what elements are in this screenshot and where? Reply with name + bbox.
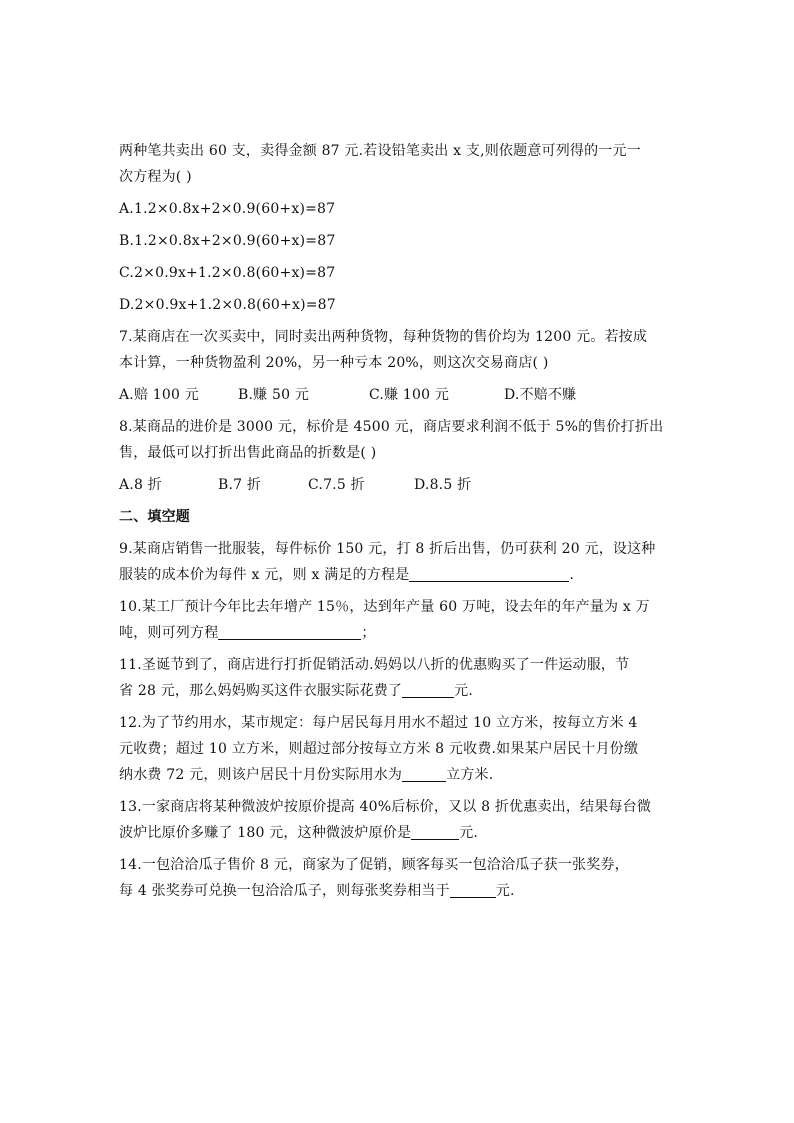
question-14-line-1: 14.一包洽洽瓜子售价 8 元，商家为了促销，顾客每买一包洽洽瓜子获一张奖券，: [119, 857, 629, 873]
question-6-option-d: D.2×0.9x+1.2×0.8(60+x)=87: [119, 297, 336, 313]
question-8-options: [119, 472, 699, 498]
question-14-line-2: [119, 878, 699, 904]
question-7-options: [119, 382, 699, 408]
question-7-line-1: 7.某商店在一次买卖中，同时卖出两种货物，每种货物的售价均为 1200 元。若按成: [119, 329, 648, 345]
answer-blank-9[interactable]: [409, 565, 569, 582]
question-10-line-2-end: ；: [361, 625, 376, 641]
question-9-line-2: [119, 562, 699, 588]
question-12-line-3-end: 立方米.: [446, 767, 494, 783]
question-12-line-3-text: 纳水费 72 元，则该户居民十月份实际用水为: [119, 767, 403, 783]
question-11: [119, 652, 699, 710]
question-8-option-a: A.8 折: [119, 477, 162, 493]
question-14: [119, 852, 699, 904]
question-6-option-a: A.1.2×0.8x+2×0.9(60+x)=87: [119, 201, 336, 217]
answer-blank-14[interactable]: [450, 881, 496, 898]
section-title-fill-in: 二、填空题: [119, 509, 190, 525]
question-11-line-2-text: 省 28 元，那么妈妈购买这件衣服实际花费了: [119, 683, 403, 699]
question-12: [119, 710, 699, 794]
question-10-line-2: [119, 620, 699, 646]
question-9-line-2-text: 服装的成本价为每件 x 元，则 x 满足的方程是: [119, 567, 410, 583]
question-13: [119, 794, 699, 852]
question-7-line-2: 本计算，一种货物盈利 20%，另一种亏本 20%，则这次交易商店( ): [119, 355, 549, 371]
question-10-line-1: 10.某工厂预计今年比去年增产 15％，达到年产量 60 万吨，设去年的年产量为 x 万: [119, 599, 650, 615]
question-11-line-1: 11.圣诞节到了，商店进行打折促销活动.妈妈以八折的优惠购买了一件运动服，节: [119, 657, 630, 673]
question-7-option-b: B.赚 50 元: [238, 387, 310, 403]
question-12-line-3: [119, 762, 699, 788]
question-6-line-2: 次方程为( ): [119, 169, 192, 185]
question-9-line-1: 9.某商店销售一批服装，每件标价 150 元，打 8 折后出售，仍可获利 20 元，设这种: [119, 541, 656, 557]
question-8-line-2: 售，最低可以打折出售此商品的折数是( ): [119, 445, 377, 461]
exam-content: [119, 138, 699, 904]
question-8-option-b: B.7 折: [218, 477, 262, 493]
question-8: [119, 414, 699, 504]
answer-blank-13[interactable]: [411, 823, 459, 840]
answer-blank-11[interactable]: [402, 681, 454, 698]
question-7-option-c: C.赚 100 元: [369, 387, 450, 403]
question-12-line-1: 12.为了节约用水，某市规定：每户居民每月用水不超过 10 立方米，按每立方米 4: [119, 715, 638, 731]
question-10-line-2-text: 吨，则可列方程: [119, 625, 219, 641]
question-8-option-c: C.7.5 折: [308, 477, 365, 493]
question-11-line-2-end: 元.: [454, 683, 473, 699]
question-8-option-d: D.8.5 折: [414, 477, 472, 493]
question-7-option-d: D.不赔不赚: [504, 387, 577, 403]
question-10: [119, 594, 699, 652]
question-14-line-2-end: 元.: [495, 883, 515, 899]
question-9: [119, 536, 699, 594]
question-6-line-1: 两种笔共卖出 60 支，卖得金额 87 元.若设铅笔卖出 x 支,则依题意可列得的一元一: [119, 143, 641, 159]
question-8-line-1: 8.某商品的进价是 3000 元，标价是 4500 元，商店要求利润不低于 5%的售价打折出: [119, 419, 664, 435]
answer-blank-10[interactable]: [218, 623, 361, 640]
question-6-option-b: B.1.2×0.8x+2×0.9(60+x)=87: [119, 233, 336, 249]
question-11-line-2: [119, 678, 699, 704]
question-13-line-2-text: 波炉比原价多赚了 180 元，这种微波炉原价是: [119, 825, 412, 841]
question-6-option-c: C.2×0.9x+1.2×0.8(60+x)=87: [119, 265, 336, 281]
answer-blank-12[interactable]: [402, 765, 446, 782]
question-12-line-2: 元收费；超过 10 立方米，则超过部分按每立方米 8 元收费.如果某户居民十月份缴: [119, 741, 639, 757]
question-13-line-1: 13.一家商店将某种微波炉按原价提高 40%后标价，又以 8 折优惠卖出，结果每台微: [119, 799, 652, 815]
question-7: [119, 324, 699, 414]
question-13-line-2-end: 元.: [459, 825, 479, 841]
question-13-line-2: [119, 820, 699, 846]
question-6: [119, 138, 699, 324]
question-9-line-2-end: .: [569, 567, 575, 583]
question-7-option-a: A.赔 100 元: [119, 387, 199, 403]
question-14-line-2-text: 每 4 张奖券可兑换一包洽洽瓜子，则每张奖券相当于: [119, 883, 450, 899]
